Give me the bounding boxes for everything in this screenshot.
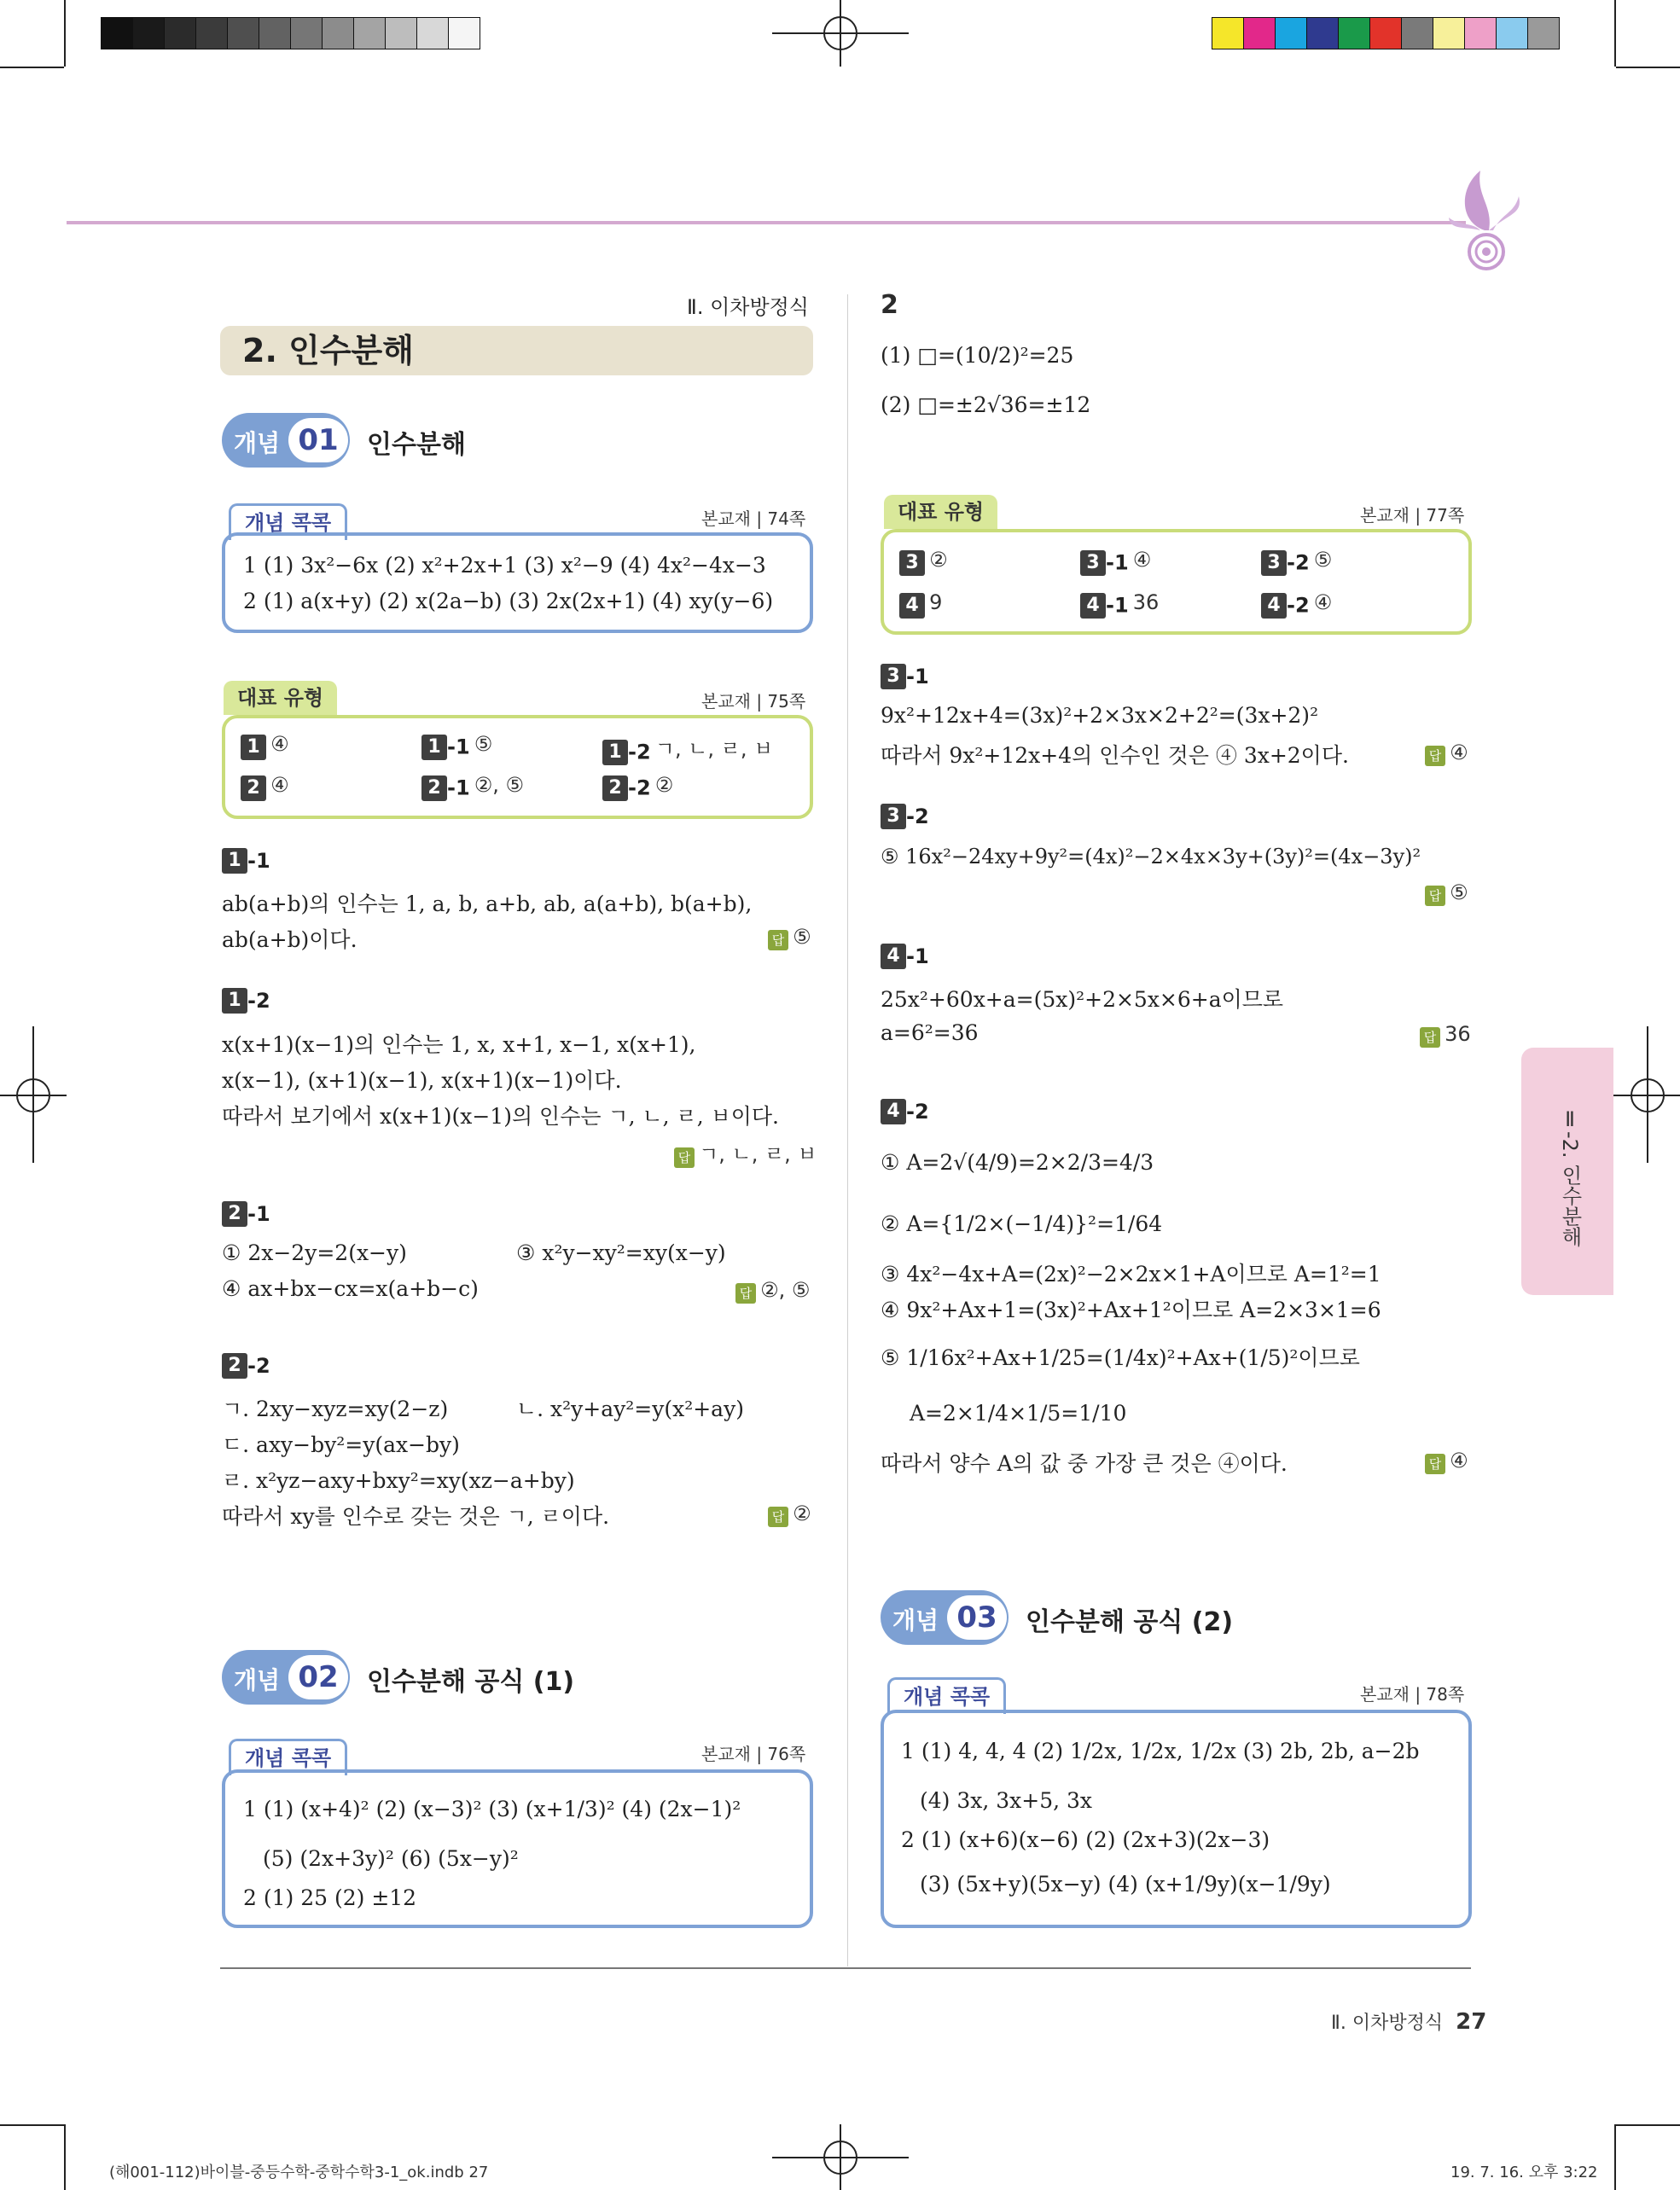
problem-label: 3 -2 bbox=[881, 804, 929, 829]
solution-line: (1) □=(10/2)²=25 bbox=[881, 343, 1074, 368]
solution-line: (2) □=±2√36=±12 bbox=[881, 392, 1091, 417]
footer-rule bbox=[220, 1967, 1471, 1969]
problem-label: 4 -2 bbox=[881, 1099, 929, 1124]
solution-line: ④ 9x²+Ax+1=(3x)²+Ax+1²이므로 A=2×3×1=6 bbox=[881, 1298, 1381, 1322]
solution-line: 따라서 xy를 인수로 갖는 것은 ㄱ, ㄹ이다. bbox=[222, 1504, 610, 1529]
side-chapter-tab[interactable] bbox=[1521, 1048, 1613, 1295]
box-tab: 대표 유형 bbox=[224, 681, 337, 715]
crop-mark bbox=[1616, 2124, 1680, 2126]
answer-line: (4) 3x, 3x+5, 3x bbox=[920, 1788, 1093, 1813]
slug-file: (해001-112)바이블-중등수학-중학수학3-1_ok.indb 27 bbox=[109, 2164, 489, 2181]
answer-line: 2 (1) (x+6)(x−6) (2) (2x+3)(2x−3) bbox=[901, 1827, 1270, 1852]
solution-line: ① A=2√(4/9)=2×2/3=4/3 bbox=[881, 1150, 1154, 1175]
footer bbox=[1331, 2008, 1486, 2035]
reference-page: 본교재 | 74쪽 bbox=[701, 508, 806, 529]
problem-label: 1 -1 bbox=[222, 848, 270, 874]
concept-title: 인수분해 공식 (2) bbox=[1026, 1607, 1234, 1637]
box-tab: 개념 콕콕 bbox=[229, 1739, 347, 1775]
solution-line: a=6²=36 bbox=[881, 1020, 979, 1045]
section-title: 2. 인수분해 bbox=[220, 326, 813, 375]
answer-line: (5) (2x+3y)² (6) (5x−y)² bbox=[263, 1846, 519, 1871]
representative-type-box bbox=[222, 715, 813, 819]
concept-number: 03 bbox=[947, 1595, 1007, 1640]
solution-line: 따라서 보기에서 x(x+1)(x−1)의 인수는 ㄱ, ㄴ, ㄹ, ㅂ이다. bbox=[222, 1104, 779, 1129]
concept-label: 개념 bbox=[234, 1666, 281, 1694]
solution-line: 25x²+60x+a=(5x)²+2×5x×6+a이므로 bbox=[881, 987, 1284, 1012]
crop-mark bbox=[1616, 67, 1680, 68]
concept-title: 인수분해 bbox=[367, 430, 466, 460]
concept-label: 개념 bbox=[234, 429, 281, 457]
page-number: 27 bbox=[1456, 2009, 1487, 2035]
problem-label: 2 -1 bbox=[222, 1201, 270, 1227]
reference-page: 본교재 | 76쪽 bbox=[701, 1744, 806, 1764]
solution-line: ① 2x−2y=2(x−y) bbox=[222, 1240, 407, 1265]
solution-line: ab(a+b)의 인수는 1, a, b, a+b, ab, a(a+b), b(a+b), bbox=[222, 892, 753, 916]
flourish-ornament bbox=[1442, 162, 1527, 273]
answer-row: 4 9 4 -1 36 4 -2 ④ bbox=[899, 590, 1462, 619]
answer-line: 2 (1) 25 (2) ±12 bbox=[243, 1885, 417, 1910]
reference-page: 본교재 | 77쪽 bbox=[1360, 505, 1465, 526]
answer: 답 ㄱ, ㄴ, ㄹ, ㅂ bbox=[674, 1137, 817, 1168]
header-rule bbox=[67, 221, 1466, 224]
answer: 답 ④ bbox=[1425, 741, 1468, 766]
solution-line: ㄷ. axy−by²=y(ax−by) bbox=[222, 1432, 460, 1457]
answer-line: 1 (1) (x+4)² (2) (x−3)² (3) (x+1/3)² (4) (2x−1)² bbox=[243, 1797, 741, 1821]
problem-label: 2 -2 bbox=[222, 1353, 270, 1379]
answer-row: 3 ② 3 -1 ④ 3 -2 ⑤ bbox=[899, 548, 1462, 577]
footer-chapter: Ⅱ. 이차방정식 bbox=[1331, 2013, 1444, 2034]
problem-number: 2 bbox=[881, 290, 898, 320]
answer-line: 1 (1) 3x²−6x (2) x²+2x+1 (3) x²−9 (4) 4x²−4x−3 bbox=[243, 553, 766, 578]
problem-label: 1 -2 bbox=[222, 988, 270, 1014]
crop-mark bbox=[1614, 0, 1616, 67]
crop-mark bbox=[0, 2124, 64, 2126]
slug-date: 19. 7. 16. 오후 3:22 bbox=[1450, 2164, 1598, 2181]
concept-title: 인수분해 공식 (1) bbox=[367, 1667, 575, 1697]
concept-number: 02 bbox=[288, 1655, 348, 1699]
answer-row: 1 ④ 1 -1 ⑤ 1 -2 ㄱ, ㄴ, ㄹ, ㅂ bbox=[241, 732, 804, 761]
answer: 답 ⑤ bbox=[1425, 880, 1468, 906]
solution-line: 9x²+12x+4=(3x)²+2×3x×2+2²=(3x+2)² bbox=[881, 703, 1319, 728]
concept-heading-02 bbox=[222, 1650, 734, 1705]
solution-line: A=2×1/4×1/5=1/10 bbox=[910, 1401, 1127, 1426]
answer: 답 ②, ⑤ bbox=[735, 1278, 810, 1304]
concept-label: 개념 bbox=[892, 1606, 939, 1635]
solution-line: ③ x²y−xy²=xy(x−y) bbox=[516, 1240, 726, 1265]
solution-line: x(x+1)(x−1)의 인수는 1, x, x+1, x−1, x(x+1), bbox=[222, 1032, 696, 1057]
answer: 답 36 bbox=[1420, 1022, 1471, 1048]
concept-heading-01 bbox=[222, 413, 648, 468]
concept-number: 01 bbox=[288, 418, 348, 462]
solution-line: ㄴ. x²y+ay²=y(x²+ay) bbox=[516, 1397, 744, 1421]
solution-line: ㄱ. 2xy−xyz=xy(2−z) bbox=[222, 1397, 449, 1421]
solution-line: ⑤ 16x²−24xy+9y²=(4x)²−2×4x×3y+(3y)²=(4x−3y)² bbox=[881, 845, 1421, 868]
solution-line: ab(a+b)이다. bbox=[222, 927, 358, 952]
answer: 답 ② bbox=[768, 1502, 811, 1527]
column-divider bbox=[847, 294, 848, 1966]
problem-label: 4 -1 bbox=[881, 944, 929, 969]
crop-mark bbox=[64, 2124, 66, 2190]
crop-mark bbox=[64, 0, 66, 67]
crop-mark bbox=[1614, 2124, 1616, 2190]
answer-row: 2 ④ 2 -1 ②, ⑤ 2 -2 ② bbox=[241, 773, 804, 802]
solution-line: ㄹ. x²yz−axy+bxy²=xy(xz−a+by) bbox=[222, 1468, 575, 1493]
solution-line: ② A={1/2×(−1/4)}²=1/64 bbox=[881, 1211, 1163, 1236]
box-tab: 개념 콕콕 bbox=[887, 1677, 1006, 1714]
solution-line: 따라서 9x²+12x+4의 인수인 것은 ④ 3x+2이다. bbox=[881, 743, 1349, 768]
answer-line: 1 (1) 4, 4, 4 (2) 1/2x, 1/2x, 1/2x (3) 2b, 2b, a−2b bbox=[901, 1739, 1420, 1763]
solution-line: ③ 4x²−4x+A=(2x)²−2×2x×1+A이므로 A=1²=1 bbox=[881, 1262, 1381, 1287]
problem-label: 3 -1 bbox=[881, 664, 929, 689]
reference-page: 본교재 | 75쪽 bbox=[701, 691, 806, 712]
chapter-label: Ⅱ. 이차방정식 bbox=[687, 295, 809, 319]
box-tab: 대표 유형 bbox=[884, 495, 997, 529]
solution-line: x(x−1), (x+1)(x−1), x(x+1)(x−1)이다. bbox=[222, 1068, 622, 1093]
solution-line: ④ ax+bx−cx=x(a+b−c) bbox=[222, 1276, 479, 1301]
reference-page: 본교재 | 78쪽 bbox=[1360, 1684, 1465, 1705]
concept-heading-03 bbox=[881, 1590, 1392, 1645]
crop-mark bbox=[0, 67, 64, 68]
answer: 답 ⑤ bbox=[768, 925, 811, 950]
side-chapter-label: Ⅱ-2. 인수분해 bbox=[1558, 1107, 1582, 1247]
answer-line: (3) (5x+y)(5x−y) (4) (x+1/9y)(x−1/9y) bbox=[920, 1872, 1331, 1897]
solution-line: 따라서 양수 A의 값 중 가장 큰 것은 ④이다. bbox=[881, 1451, 1288, 1476]
box-tab: 개념 콕콕 bbox=[229, 503, 347, 540]
solution-line: ⑤ 1/16x²+Ax+1/25=(1/4x)²+Ax+(1/5)²이므로 bbox=[881, 1345, 1360, 1370]
concept-check-box bbox=[222, 532, 813, 633]
answer-line: 2 (1) a(x+y) (2) x(2a−b) (3) 2x(2x+1) (4) xy(y−6) bbox=[243, 589, 774, 613]
answer: 답 ④ bbox=[1425, 1449, 1468, 1474]
